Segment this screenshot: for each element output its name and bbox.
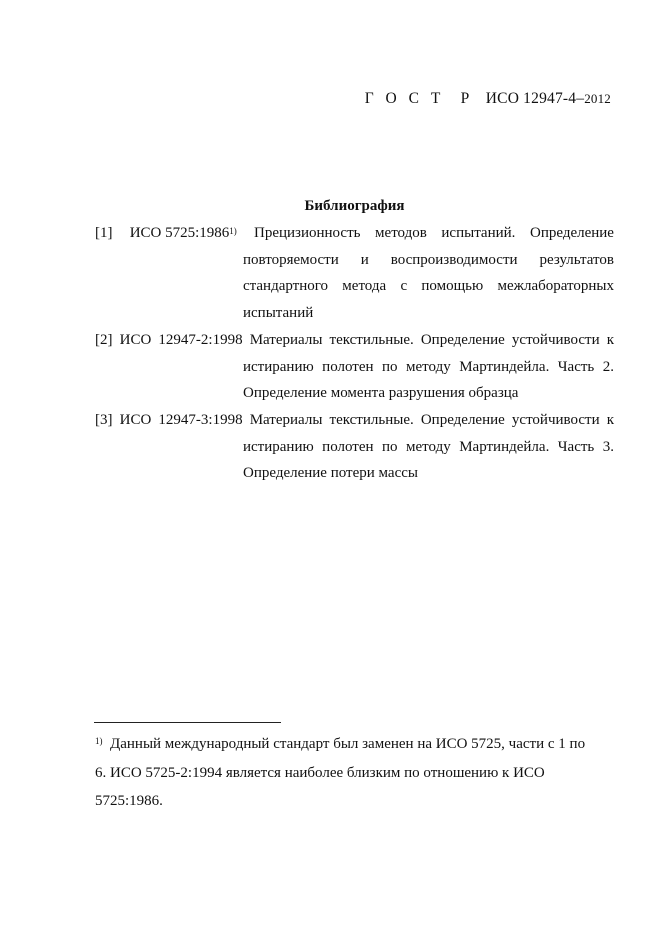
- entry-1-word-1: Прецизионность: [254, 225, 361, 241]
- bibliography-entry-2: [95, 327, 614, 407]
- entry-2-first-line: [95, 327, 614, 354]
- entry-1-footnote-ref: 1): [229, 226, 237, 236]
- entry-3-first-line: [95, 407, 614, 434]
- entry-1-code-wrap: [130, 220, 237, 247]
- entry-2-line-1: Материалы текстильные. Определение устойчивости к: [249, 332, 615, 348]
- footnote-line-1: [95, 730, 614, 759]
- footnote-line-2: 6. ИСО 5725-2:1994 является наиболее близким по отношению к ИСО: [95, 764, 545, 781]
- header-r: Р: [460, 90, 470, 107]
- entry-1-line-3: стандартного метода с помощью межлабораторных: [243, 278, 614, 294]
- entry-1-line-2: повторяемости и воспроизводимости результатов: [243, 251, 614, 268]
- entry-3-line-3: Определение потери массы: [243, 465, 418, 481]
- header-gost: Г О С Т: [364, 90, 445, 107]
- entry-1-first-line: [95, 220, 614, 247]
- entry-3-line-2: истиранию полотен по методу Мартиндейла. Часть 3.: [243, 438, 614, 455]
- entry-1-marker: [1]: [95, 225, 113, 241]
- footnote-separator: [94, 722, 281, 723]
- footnote-line-3: 5725:1986.: [95, 793, 163, 809]
- bibliography-title: Библиография: [304, 198, 405, 214]
- entry-3-marker: [3]: [95, 412, 113, 428]
- entry-2-line-2: истиранию полотен по методу Мартиндейла. Часть 2.: [243, 358, 614, 375]
- entry-2-code: ИСО 12947-2:1998: [119, 332, 243, 348]
- entry-2-line-3: Определение момента разрушения образца: [243, 385, 519, 401]
- entry-1-word-4: Определение: [530, 225, 614, 241]
- header-iso-number: ИСО 12947-4–: [485, 90, 585, 107]
- bibliography-entry-3: [95, 407, 614, 487]
- entry-2-marker: [2]: [95, 332, 113, 348]
- document-header: [365, 90, 611, 108]
- entry-3-line-1: Материалы текстильные. Определение устойчивости к: [249, 412, 615, 428]
- bibliography-entry-1: [95, 220, 614, 326]
- entry-1-word-2: методов: [375, 225, 427, 241]
- entry-1-text-line-1-wrap: [254, 220, 614, 247]
- header-year: 2012: [584, 91, 611, 106]
- footnote: [95, 730, 614, 816]
- entry-3-code: ИСО 12947-3:1998: [119, 412, 243, 428]
- entry-1-code: ИСО 5725:1986: [129, 225, 230, 241]
- footnote-text-1: Данный международный стандарт был заменен на ИСО 5725, части с 1 по: [110, 736, 586, 752]
- footnote-marker: 1): [95, 736, 103, 746]
- entry-1-line-4: испытаний: [243, 304, 314, 321]
- entry-1-word-3: испытаний.: [441, 225, 516, 241]
